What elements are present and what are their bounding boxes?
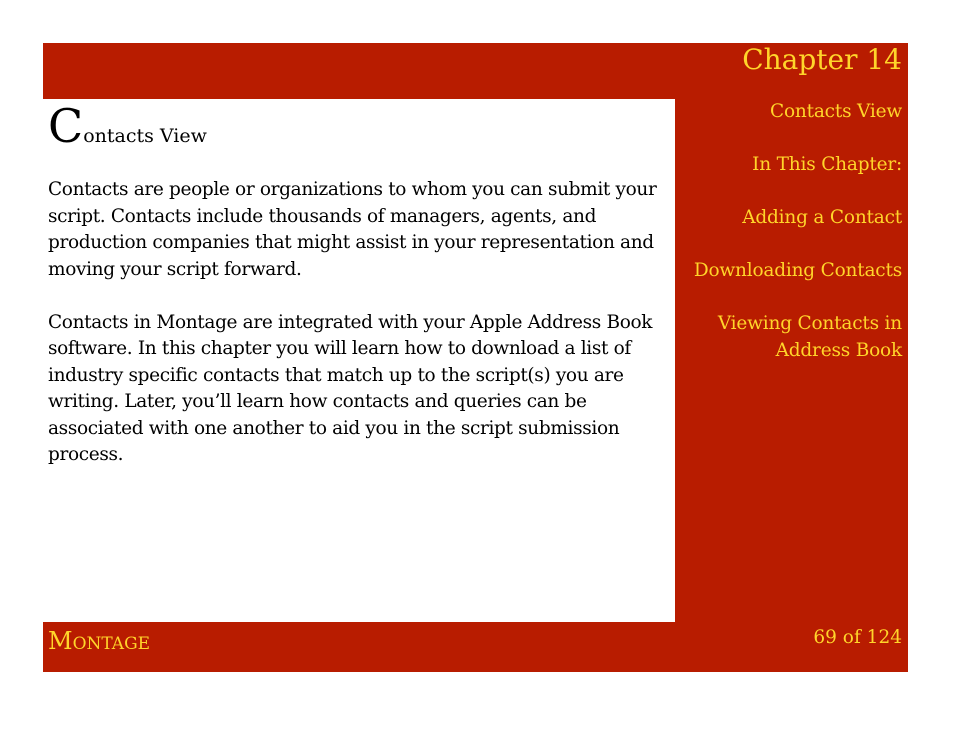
chapter-toc	[672, 99, 902, 391]
toc-item-downloading-contacts[interactable]: Downloading Contacts	[693, 260, 902, 281]
page-counter: 69 of 124	[813, 627, 902, 648]
toc-item-adding-a-contact[interactable]: Adding a Contact	[742, 207, 902, 228]
body-paragraph: Contacts are people or organizations to whom you can submit your script. Contacts include thousands of managers, agents, and production companies that might assist in your representation and moving your script forward.	[48, 179, 657, 280]
brand-name: Montage	[48, 627, 151, 655]
section-heading	[48, 99, 207, 153]
section-heading-text: ontacts View	[83, 125, 207, 147]
toc-item-viewing-contacts-in-address-book[interactable]: Viewing Contacts in Address Book	[717, 313, 902, 361]
chapter-title: Chapter 14	[742, 43, 902, 76]
body-text	[48, 177, 670, 495]
section-heading-dropcap: C	[48, 99, 84, 153]
toc-item-contacts-view[interactable]: Contacts View	[770, 101, 902, 122]
toc-item-in-this-chapter[interactable]: In This Chapter:	[752, 154, 902, 175]
body-paragraph: Contacts in Montage are integrated with your Apple Address Book software. In this chapter you will learn how to download a list of industry specific contacts that match up to the script(s) you are writing. Later, you’ll learn how contacts and queries can be associated with one another to aid you in the script submission process.	[48, 311, 653, 465]
